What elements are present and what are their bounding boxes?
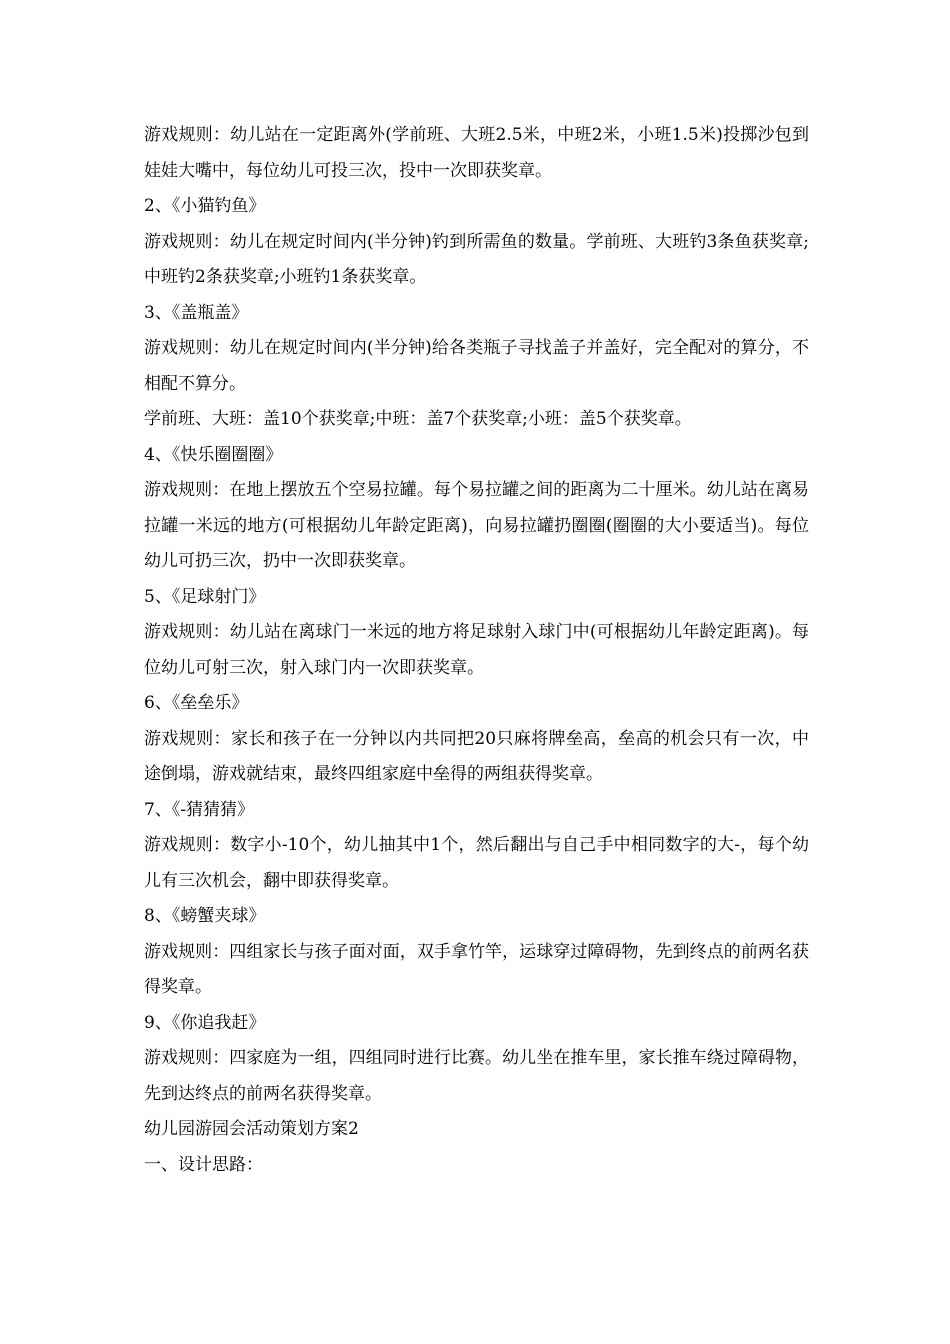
rules-paragraph: 游戏规则：幼儿在规定时间内(半分钟)钓到所需鱼的数量。学前班、大班钓3条鱼获奖章;中班钓2条获奖章;小班钓1条获奖章。 bbox=[144, 231, 809, 287]
rules-paragraph: 游戏规则：幼儿站在一定距离外(学前班、大班2.5米，中班2米，小班1.5米)投掷沙包到娃娃大嘴中，每位幼儿可投三次，投中一次即获奖章。 bbox=[144, 125, 809, 181]
rules-paragraph: 游戏规则：在地上摆放五个空易拉罐。每个易拉罐之间的距离为二十厘米。幼儿站在离易拉罐一米远的地方(可根据幼儿年龄定距离)，向易拉罐扔圈圈(圈圈的大小要适当)。每位幼儿可扔三次，扔中一次即获奖章。 bbox=[144, 480, 809, 571]
game-heading: 5、《足球射门》 bbox=[144, 586, 266, 607]
section-subtitle: 一、设计思路： bbox=[144, 1154, 263, 1175]
game-heading: 8、《螃蟹夹球》 bbox=[144, 906, 266, 926]
game-heading: 2、《小猫钓鱼》 bbox=[144, 196, 266, 216]
game-heading: 9、《你追我赶》 bbox=[144, 1012, 266, 1033]
rules-paragraph: 游戏规则：幼儿在规定时间内(半分钟)给各类瓶子寻找盖子并盖好，完全配对的算分，不相配不算分。 bbox=[144, 338, 809, 394]
rules-paragraph: 游戏规则：家长和孩子在一分钟以内共同把20只麻将牌垒高，垒高的机会只有一次，中途倒塌，游戏就结束，最终四组家庭中垒得的两组获得奖章。 bbox=[144, 728, 809, 784]
game-heading: 6、《垒垒乐》 bbox=[144, 693, 249, 713]
game-heading: 4、《快乐圈圈圈》 bbox=[144, 444, 283, 465]
rules-paragraph: 游戏规则：四组家长与孩子面对面，双手拿竹竿，运球穿过障碍物，先到终点的前两名获得奖章。 bbox=[144, 941, 809, 997]
game-heading: 3、《盖瓶盖》 bbox=[144, 302, 249, 323]
rules-paragraph: 游戏规则：四家庭为一组，四组同时进行比赛。幼儿坐在推车里，家长推车绕过障碍物，先到达终点的前两名获得奖章。 bbox=[144, 1048, 809, 1104]
section-title: 幼儿园游园会活动策划方案2 bbox=[144, 1119, 359, 1139]
document-page bbox=[144, 118, 809, 1183]
rules-paragraph: 游戏规则：幼儿站在离球门一米远的地方将足球射入球门中(可根据幼儿年龄定距离)。每位幼儿可射三次，射入球门内一次即获奖章。 bbox=[144, 622, 809, 678]
rules-paragraph: 游戏规则：数字小-10个，幼儿抽其中1个，然后翻出与自己手中相同数字的大-，每个幼儿有三次机会，翻中即获得奖章。 bbox=[144, 835, 809, 891]
rules-paragraph: 学前班、大班：盖10个获奖章;中班：盖7个获奖章;小班：盖5个获奖章。 bbox=[144, 409, 692, 429]
game-heading: 7、《-猜猜猜》 bbox=[144, 799, 255, 820]
